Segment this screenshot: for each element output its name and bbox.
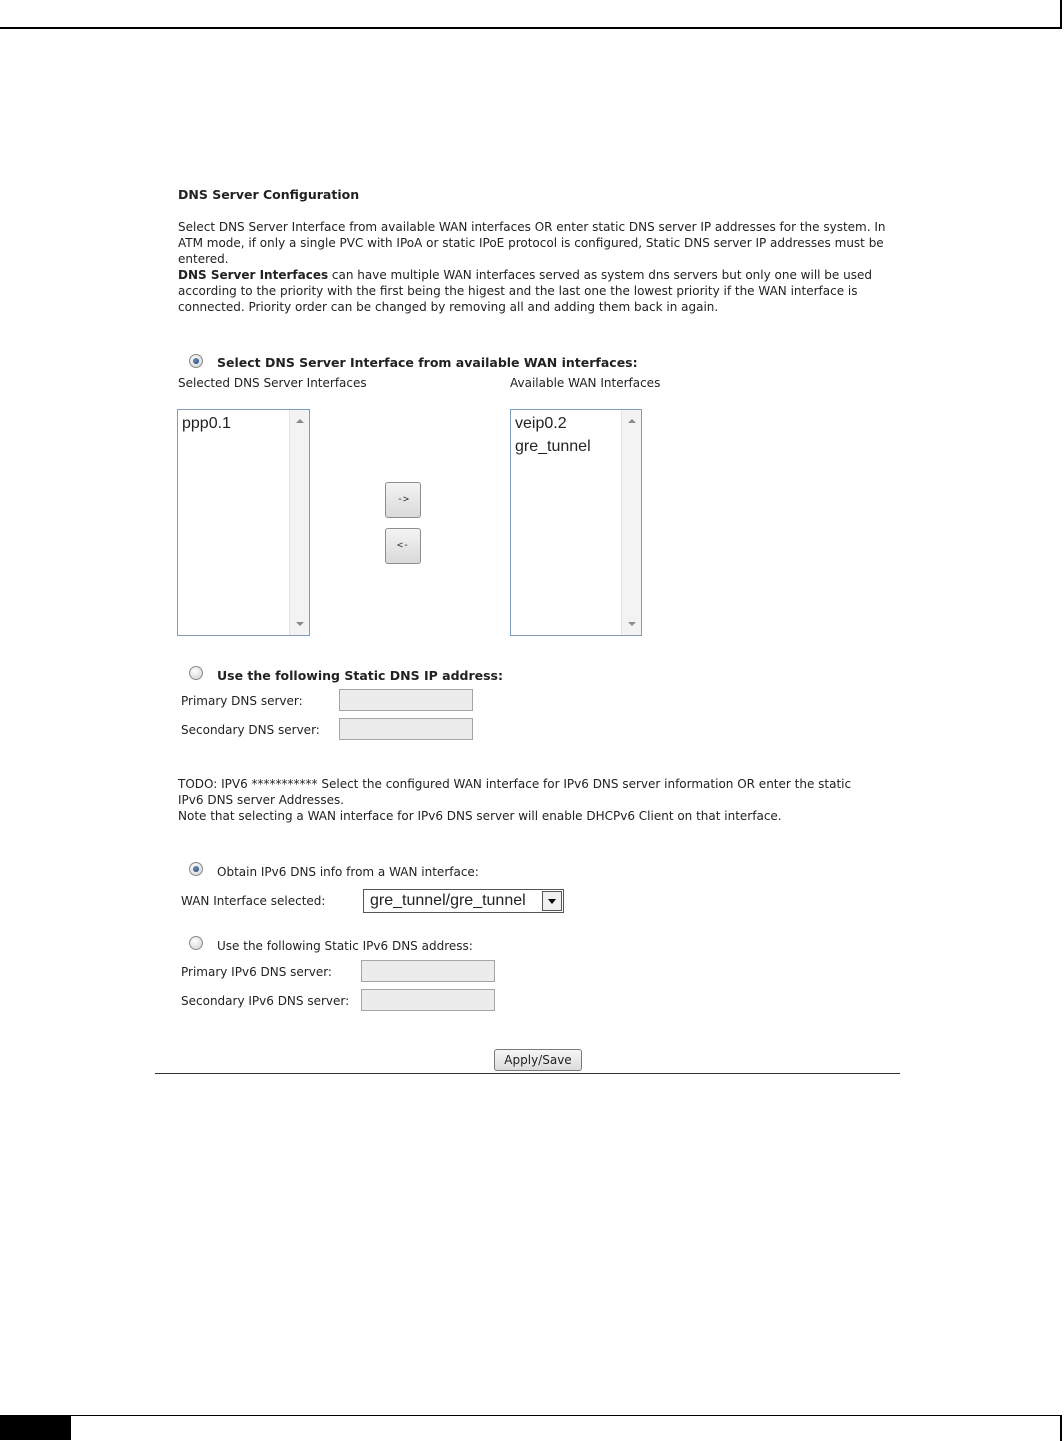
ipv6-wan-radio[interactable] (189, 862, 203, 876)
primary-dns-label: Primary DNS server: (181, 694, 303, 708)
section-divider (155, 1073, 900, 1074)
dns-interface-radio-label: Select DNS Server Interface from available WAN interfaces: (217, 355, 638, 370)
available-interfaces-items (515, 412, 591, 458)
ipv6-note-line: TODO: IPV6 *********** Select the configured WAN interface for IPv6 DNS server information OR enter the static (178, 777, 852, 791)
static-dns-radio[interactable] (189, 666, 203, 680)
ipv6-note-line: IPv6 DNS server Addresses. (178, 793, 345, 807)
wan-interface-select[interactable] (363, 889, 564, 913)
add-interface-button[interactable]: -> (385, 482, 421, 518)
wan-interface-select-label: WAN Interface selected: (181, 894, 326, 908)
static-dns-radio-label: Use the following Static DNS IP address: (217, 668, 503, 683)
ipv6-note (178, 776, 890, 824)
primary-ipv6-dns-input[interactable] (361, 960, 495, 982)
selected-interfaces-items (182, 412, 231, 435)
wan-interface-select-value: gre_tunnel/gre_tunnel (370, 892, 526, 909)
intro-line: connected. Priority order can be changed by removing all and adding them back in again. (178, 300, 719, 314)
page-title: DNS Server Configuration (178, 187, 360, 202)
secondary-ipv6-dns-input[interactable] (361, 989, 495, 1011)
primary-dns-input[interactable] (339, 689, 473, 711)
intro-line: ATM mode, if only a single PVC with IPoA or static IPoE protocol is configured, Static DNS server IP addresses must be (178, 236, 884, 250)
intro-bold-term: DNS Server Interfaces (178, 268, 329, 282)
chevron-down-icon[interactable] (542, 891, 562, 911)
ipv6-wan-radio-label: Obtain IPv6 DNS info from a WAN interface: (217, 865, 479, 879)
intro-line-rest: can have multiple WAN interfaces served as system dns servers but only one will be used (328, 268, 872, 282)
ipv6-static-radio[interactable] (189, 936, 203, 950)
remove-interface-button[interactable]: <- (385, 528, 421, 564)
secondary-dns-input[interactable] (339, 718, 473, 740)
intro-line: according to the priority with the first being the higest and the last one the lowest priority if the WAN interface is (178, 284, 858, 298)
scroll-down-icon[interactable] (296, 622, 304, 626)
intro-line: Select DNS Server Interface from available WAN interfaces OR enter static DNS server IP addresses for the system. In (178, 220, 886, 234)
secondary-dns-label: Secondary DNS server: (181, 723, 320, 737)
selected-interfaces-header: Selected DNS Server Interfaces (178, 376, 367, 390)
list-item[interactable]: ppp0.1 (182, 415, 231, 432)
scroll-up-icon[interactable] (296, 419, 304, 423)
ipv6-static-radio-label: Use the following Static IPv6 DNS address: (217, 939, 473, 953)
apply-save-button[interactable]: Apply/Save (494, 1049, 582, 1071)
scroll-down-icon[interactable] (628, 622, 636, 626)
list-item[interactable]: veip0.2 (515, 415, 567, 432)
available-interfaces-header: Available WAN Interfaces (510, 376, 661, 390)
primary-ipv6-dns-label: Primary IPv6 DNS server: (181, 965, 332, 979)
ipv6-note-line: Note that selecting a WAN interface for IPv6 DNS server will enable DHCPv6 Client on that interface. (178, 809, 782, 823)
dns-interface-radio[interactable] (189, 354, 203, 368)
page-number-tab (0, 1416, 71, 1440)
intro-line: entered. (178, 252, 229, 266)
intro-line (178, 267, 890, 283)
intro-paragraph (178, 219, 890, 315)
available-interfaces-list[interactable] (510, 409, 642, 636)
selected-list-scrollbar[interactable] (289, 410, 309, 635)
list-item[interactable]: gre_tunnel (515, 438, 591, 455)
scroll-up-icon[interactable] (628, 419, 636, 423)
page-footer-rule (0, 1415, 1062, 1441)
selected-interfaces-list[interactable] (177, 409, 310, 636)
secondary-ipv6-dns-label: Secondary IPv6 DNS server: (181, 994, 350, 1008)
page-header-rule (0, 0, 1062, 29)
available-list-scrollbar[interactable] (621, 410, 641, 635)
